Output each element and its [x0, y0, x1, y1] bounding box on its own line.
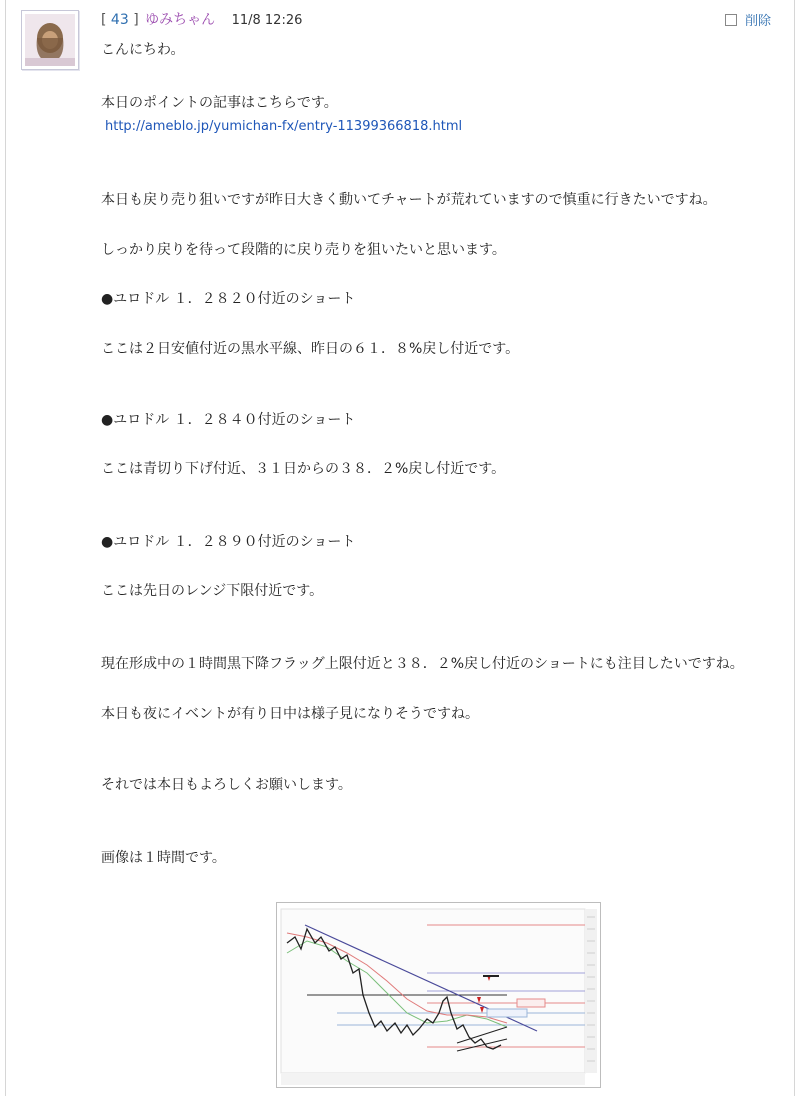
delete-label[interactable]: 削除 — [745, 14, 772, 29]
comment-header — [101, 11, 302, 30]
comment-number[interactable]: 43 — [110, 12, 129, 28]
checkbox-icon[interactable] — [725, 14, 737, 26]
timestamp: 11/8 12:26 — [231, 13, 303, 28]
text-line: 本日のポイントの記事はこちらです。 — [101, 95, 338, 111]
avatar[interactable] — [21, 10, 79, 70]
bracket-open: [ — [101, 12, 107, 28]
text-line: 本日も戻り売り狙いですが昨日大きく動いてチャートが荒れていますので慎重に行きたいですね。 — [101, 192, 717, 208]
delete-control[interactable] — [725, 10, 771, 29]
text-line: ここは青切り下げ付近、３１日からの３８．２%戻し付近です。 — [101, 461, 506, 477]
chart-image — [277, 903, 600, 1087]
text-line: しっかり戻りを待って段階的に戻り売りを狙いたいと思います。 — [101, 242, 506, 258]
author-name[interactable]: ゆみちゃん — [145, 12, 216, 28]
text-line: それでは本日もよろしくお願いします。 — [101, 777, 352, 793]
text-line: ここは２日安値付近の黒水平線、昨日の６１．８%戻し付近です。 — [101, 341, 520, 357]
article-link[interactable]: http://ameblo.jp/yumichan-fx/entry-11399366818.html — [105, 119, 463, 134]
text-line: こんにちわ。 — [101, 42, 185, 58]
chart-thumbnail[interactable] — [276, 902, 601, 1088]
text-line: ●ユロドル １．２８４０付近のショート — [101, 412, 356, 428]
text-line: 現在形成中の１時間黒下降フラッグ上限付近と３８．２%戻し付近のショートにも注目したいですね。 — [101, 656, 744, 672]
text-line: 本日も夜にイベントが有り日中は様子見になりそうですね。 — [101, 706, 479, 722]
text-line: ●ユロドル １．２８２０付近のショート — [101, 291, 356, 307]
text-line: ここは先日のレンジ下限付近です。 — [101, 583, 324, 599]
avatar-photo — [25, 14, 75, 66]
bracket-close: ] — [133, 12, 139, 28]
text-line: ●ユロドル １．２８９０付近のショート — [101, 534, 356, 550]
text-line: 画像は１時間です。 — [101, 850, 226, 866]
